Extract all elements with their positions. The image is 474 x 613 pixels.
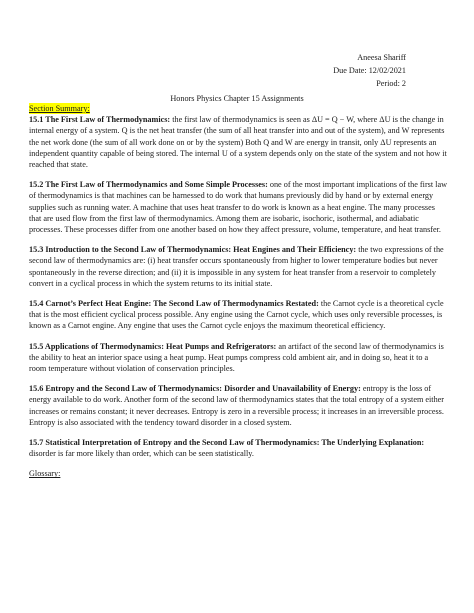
section-text: the first law of thermodynamics is seen as ΔU = Q − W, where ΔU is the change in internal energy of a system. Q is the net heat transfer (the sum of all heat transfer into and out of the system), and W represents the net work done (the sum of all work done on or by the system) Both Q and W are energy in transit, only ΔU represents an independent quantity capable of being stored. The internal U of a system depends only on the state of the system and not how it reached that state. xyxy=(29,115,447,170)
section-heading: 15.2 The First Law of Thermodynamics and Some Simple Processes: xyxy=(29,180,268,190)
section-15-3 xyxy=(29,244,447,289)
section-text: the Carnot cycle is a theoretical cycle that is the most efficient cyclical process possible. Any engine using the Carnot cycle, which uses only reversible processes, is known as a Carnot engine. Any engine that uses the Carnot cycle enjoys the maximum theoretical efficiency. xyxy=(29,299,444,331)
section-heading: 15.7 Statistical Interpretation of Entropy and the Second Law of Thermodynamics: The Underlying Explanation: xyxy=(29,438,425,448)
section-heading: 15.4 Carnot’s Perfect Heat Engine: The Second Law of Thermodynamics Restated: xyxy=(29,299,319,309)
glossary-heading: Glossary: xyxy=(29,469,61,479)
section-15-1 xyxy=(29,114,447,170)
section-15-4 xyxy=(29,298,447,332)
section-heading: 15.6 Entropy and the Second Law of Thermodynamics: Disorder and Unavailability of Energy: xyxy=(29,384,361,394)
due-date: Due Date: 12/02/2021 xyxy=(333,66,406,75)
section-heading: 15.1 The First Law of Thermodynamics: xyxy=(29,115,171,125)
section-text: entropy is the loss of energy available to do work. Another form of the second law of thermodynamics states that the total entropy of a system either increases or remains constant; it never decreases. Entropy is zero in a reversible process; it increases in an irreversible process. Entropy is also associated with the tendency toward disorder in a closed system. xyxy=(29,384,445,427)
author-header xyxy=(333,51,406,90)
section-summary-heading: Section Summary: xyxy=(29,104,90,113)
section-15-2 xyxy=(29,179,447,235)
section-15-7 xyxy=(29,437,447,459)
author-name: Aneesa Shariff xyxy=(357,53,406,62)
section-text: disorder is far more likely than order, which can be seen statistically. xyxy=(29,449,254,459)
section-text: an artifact of the second law of thermodynamics is the ability to heat an interior space using a heat pump. Heat pumps compress cold ambient air, and in doing so, heat it to a room temperature without violation of conservation principles. xyxy=(29,341,444,374)
section-15-6 xyxy=(29,383,447,428)
section-heading: 15.3 Introduction to the Second Law of Thermodynamics: Heat Engines and Their Efficiency: xyxy=(29,245,357,255)
document-title: Honors Physics Chapter 15 Assignments xyxy=(170,94,304,103)
section-15-5 xyxy=(29,341,447,375)
class-period: Period: 2 xyxy=(376,79,406,88)
section-heading: 15.5 Applications of Thermodynamics: Heat Pumps and Refrigerators: xyxy=(29,341,277,351)
section-text: one of the most important implications of the first law of thermodynamics is that machines can be harnessed to do work that humans previously did by hand or by external energy supplies such as running water. A machine that uses heat transfer to do work is known as a heat engine. The many processes that are used flow from the first law of thermodynamics. Among them are isobaric, isochoric, isothermal, and adiabatic processes. These processes differ from one another based on how they affect pressure, volume, temperature, and heat transfer. xyxy=(29,180,447,235)
section-text: the two expressions of the second law of thermodynamics are: (i) heat transfer occurs spontaneously from higher to lower temperature bodies but never spontaneously in the reverse direction; and (ii) it is impossible in any system for heat transfer from a reservoir to completely convert in a cyclical process in which the system returns to its initial state. xyxy=(29,245,444,288)
document-body xyxy=(29,103,447,480)
